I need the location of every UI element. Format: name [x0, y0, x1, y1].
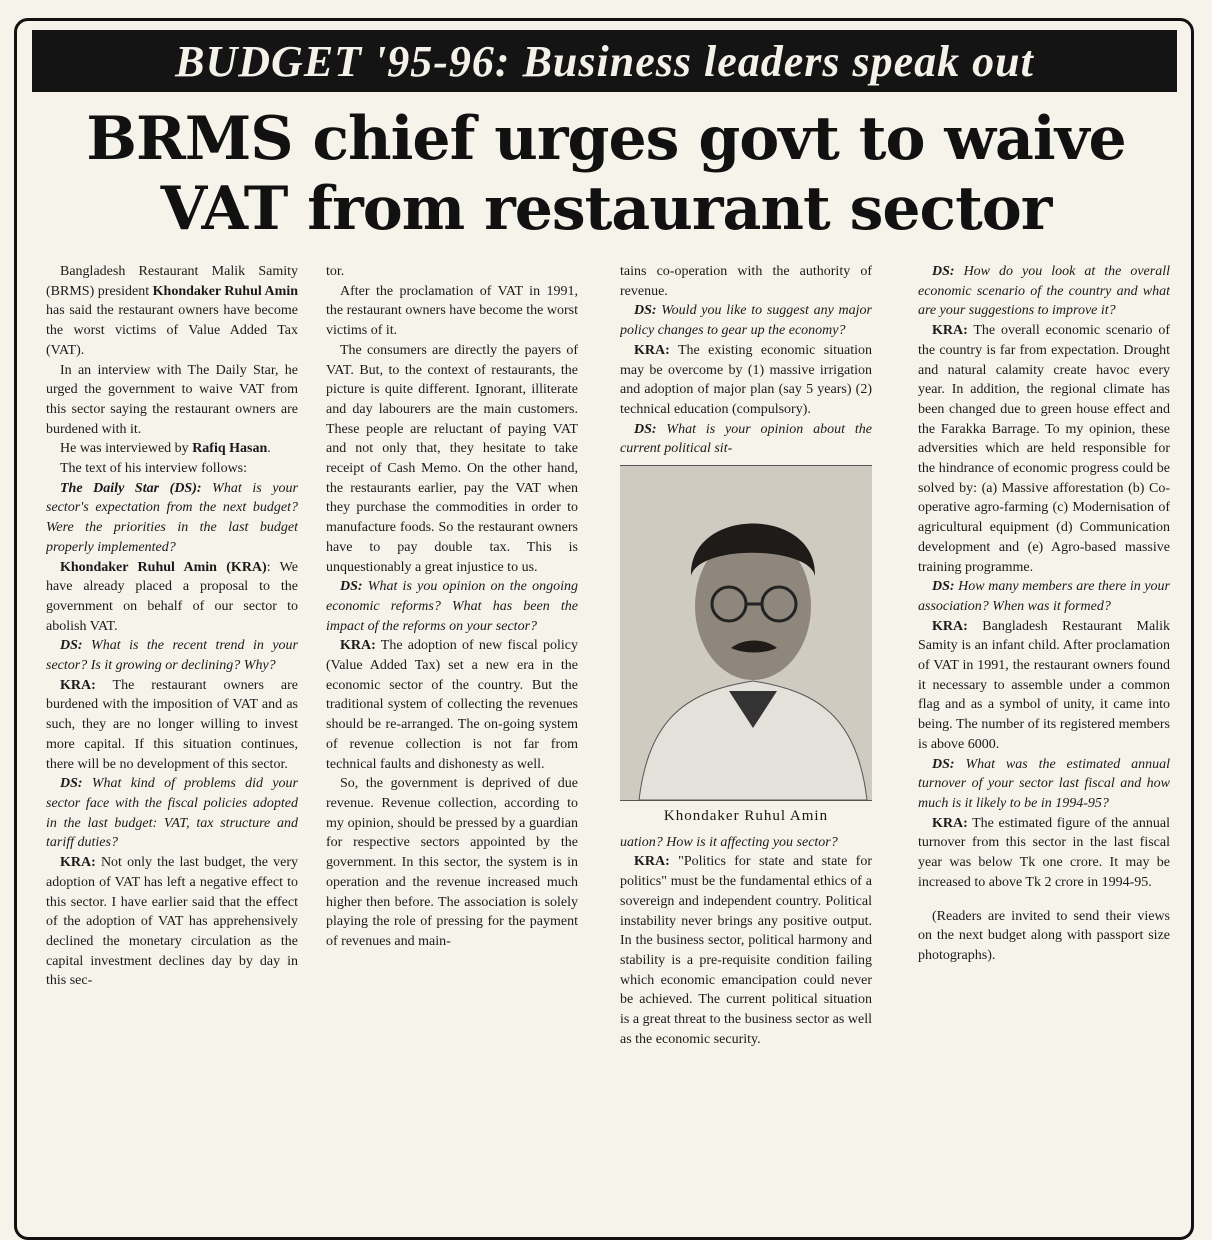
question: DS: What is the recent trend in your sector? Is it growing or declining? Why?: [46, 638, 298, 674]
article-column-1: [46, 262, 298, 1220]
portrait-photo-graphic: [620, 466, 872, 800]
paragraph: In an interview with The Daily Star, he urged the government to waive VAT from this sector saying the restaurant owners are burdened with it.: [46, 362, 298, 437]
section-banner: BUDGET '95-96: Business leaders speak out: [32, 30, 1177, 92]
headline-line-2: VAT from restaurant sector: [160, 174, 1052, 244]
photo-caption: Khondaker Ruhul Amin: [663, 808, 829, 825]
article-column-4: [918, 262, 1170, 1220]
question: DS: What was the estimated annual turnover of your sector last fiscal and how much is it likely to be in 1994-95?: [918, 756, 1170, 811]
paragraph: tains co-operation with the authority of revenue.: [620, 264, 872, 299]
byline: He was interviewed by Rafiq Hasan.: [60, 441, 271, 457]
paragraph: After the proclamation of VAT in 1991, the restaurant owners have become the worst victims of it.: [326, 283, 578, 339]
person-name: Khondaker Ruhul Amin: [152, 283, 298, 299]
answer: KRA: The estimated figure of the annual turnover from this sector in the last fiscal year was below Tk one crore. It may be increased to above Tk 2 crore in 1994-95.: [918, 815, 1170, 890]
answer: KRA: The adoption of new fiscal policy (Value Added Tax) set a new era in the economic sector of the country. But the traditional system of collecting the revenues should be re-arranged. The on-going system of revenue collection is not far from technical faults and dishonesty as well.: [326, 638, 578, 772]
paragraph: The text of his interview follows:: [60, 461, 248, 477]
article-column-3: [620, 262, 872, 1220]
question: DS: What kind of problems did your sector face with the fiscal policies adopted in the last budget: VAT, tax structure and tariff duties?: [46, 776, 298, 851]
answer: KRA: Bangladesh Restaurant Malik Samity is an infant child. After proclamation of VAT in 1991, the restaurant owners found it necessary to assemble under a common flag and as a symbol of unity, it came into being. The number of its registered members is above 6000.: [918, 618, 1170, 752]
answer: KRA: The restaurant owners are burdened with the imposition of VAT and as such, they are no longer willing to invest more capital. If this situation continues, there will be no development of this sector.: [46, 677, 298, 772]
paragraph: So, the government is deprived of due revenue. Revenue collection, according to my opinion, should be pressed by a guardian for respective sectors appointed by the government. In this sector, the system is in operation and the revenue increased much higher then before. The association is solely playing the role of pressing for the payment of revenues and main-: [326, 776, 578, 949]
question-continued: uation? How is it affecting you sector?: [620, 834, 838, 850]
portrait-photo: [620, 465, 872, 801]
question: DS: What is your opinion about the current political sit-: [620, 421, 872, 457]
paragraph: The consumers are directly the payers of VAT. But, to the context of restaurants, the picture is quite different. Ignorant, illiterate and day labourers are the main customers. These people are reluctant of paying VAT and not only that, they hesitate to take receipt of Cash Memo. On the other hand, the restaurants earlier, pay the VAT when they purchase the commodities in order to manufacture foods. So the restaurant owners have to pay double tax. This is unquestionably a great injustice to us.: [326, 342, 578, 575]
headline-line-1: BRMS chief urges govt to waive: [86, 104, 1126, 174]
question: DS: How many members are there in your association? When was it formed?: [918, 579, 1170, 614]
question: DS: What is you opinion on the ongoing economic reforms? What has been the impact of the reforms on your sector?: [326, 579, 578, 634]
answer: KRA: The existing economic situation may be overcome by (1) massive irrigation and adoption of major plan (say 5 years) (2) technical education (compulsory).: [620, 342, 872, 417]
article-column-2: [326, 262, 578, 1220]
answer: KRA: Not only the last budget, the very adoption of VAT has left a negative effect to this sector. I have earlier said that the effect of the adoption of VAT has apprehensively declined the monetary circulation as the capital investment declines day by day in this sec-: [46, 855, 298, 989]
paragraph: tor.: [326, 264, 345, 279]
reader-note: (Readers are invited to send their views on the next budget along with passport size photographs).: [918, 908, 1170, 963]
question: The Daily Star (DS): What is your sector's expectation from the next budget? Were the priorities in the last budget properly implemented?: [46, 480, 298, 555]
answer: Khondaker Ruhul Amin (KRA): We have already placed a proposal to the government on behalf of our sector to abolish VAT.: [46, 559, 298, 634]
paragraph: Bangladesh Restaurant Malik Samity (BRMS) president Khondaker Ruhul Amin has said the restaurant owners have become the worst victims of Value Added Tax (VAT).: [46, 264, 298, 358]
interviewer-name: Rafiq Hasan: [192, 441, 268, 457]
answer: KRA: "Politics for state and state for politics" must be the fundamental ethics of a sovereign and independent country. Political instability never brings any positive output. In the business sector, political harmony and stability is a pre-requisite condition failing which economic emancipation could never be achieved. The current political situation is a great threat to the business sector as well as the economic security.: [620, 854, 872, 1047]
answer: KRA: The overall economic scenario of the country is far from expectation. Drought and natural calamity create havoc every year. In addition, the regional climate has been changed due to green house effect and the Farakka Barrage. To my opinion, these adversities which are held responsible for the hindrance of economic progress could be solved by: (a) Massive afforestation (b) Co-operative agro-farming (c) Modernisation of agricultural equipment (d) Communication development and (e) Agro-based massive training programme.: [918, 323, 1170, 575]
headline: [30, 104, 1182, 244]
question: DS: Would you like to suggest any major policy changes to gear up the economy?: [620, 303, 872, 339]
question: DS: How do you look at the overall economic scenario of the country and what are your suggestions to improve it?: [918, 264, 1170, 319]
